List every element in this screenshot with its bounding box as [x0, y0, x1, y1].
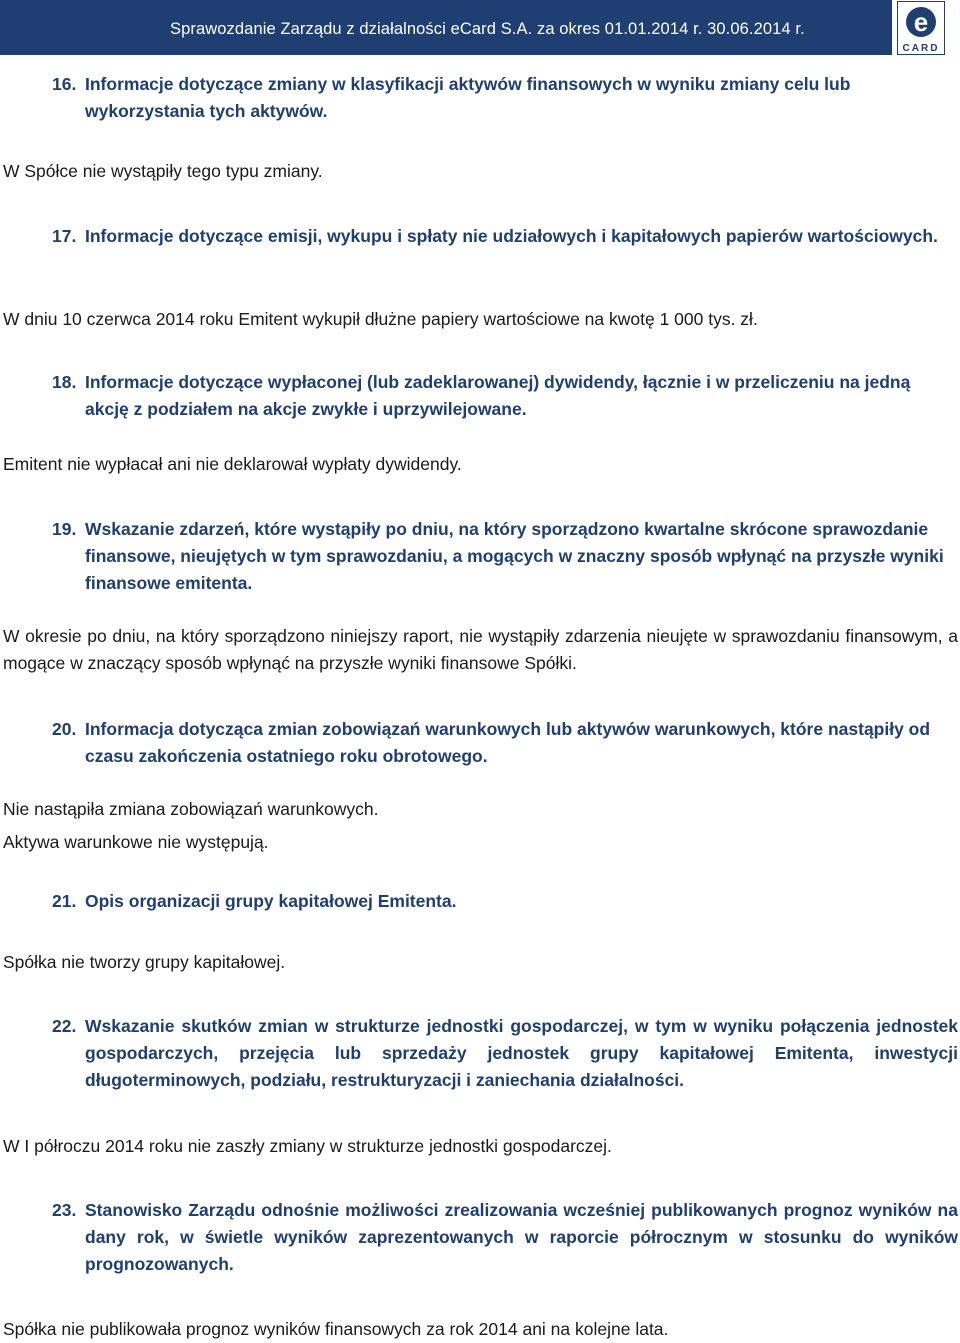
section-heading-21 — [52, 888, 958, 915]
section-heading-22 — [52, 1013, 958, 1094]
header-band — [0, 0, 892, 55]
paragraph: W okresie po dniu, na który sporządzono niniejszy raport, nie wystąpiły zdarzenia nieujęte w sprawozdaniu finansowym, a mogące w znaczący sposób wpłynąć na przyszłe wyniki finansowe Spółki. — [3, 626, 958, 673]
section-title: Opis organizacji grupy kapitałowej Emitenta. — [85, 891, 457, 911]
section-number: 22. — [52, 1016, 77, 1036]
paragraph: Spółka nie tworzy grupy kapitałowej. — [3, 952, 286, 972]
paragraph: Emitent nie wypłacał ani nie deklarował wypłaty dywidendy. — [3, 454, 462, 474]
section-number: 18. — [52, 372, 77, 392]
header-title: Sprawozdanie Zarządu z działalności eCard S.A. za okres 01.01.2014 r. 30.06.2014 r. — [170, 20, 805, 38]
paragraph: Spółka nie publikowała prognoz wyników finansowych za rok 2014 ani na kolejne lata. — [3, 1319, 669, 1339]
ecard-logo — [897, 1, 945, 55]
section-title: Stanowisko Zarządu odnośnie możliwości zrealizowania wcześniej publikowanych prognoz wyników na dany rok, w świetle wyników zaprezentowanych w raporcie półrocznym w stosunku do wyników prognozowanych. — [85, 1200, 958, 1274]
section-number: 16. — [52, 74, 77, 94]
section-title: Informacja dotycząca zmian zobowiązań warunkowych lub aktywów warunkowych, które nastąpiły od czasu zakończenia ostatniego roku obrotowego. — [85, 719, 931, 766]
section-number: 21. — [52, 891, 77, 911]
paragraph: W I półroczu 2014 roku nie zaszły zmiany w strukturze jednostki gospodarczej. — [3, 1136, 612, 1156]
section-number: 20. — [52, 719, 77, 739]
section-heading-19 — [52, 516, 958, 597]
section-number: 17. — [52, 226, 77, 246]
paragraph: Nie nastąpiła zmiana zobowiązań warunkowych. — [3, 799, 379, 819]
paragraph: Aktywa warunkowe nie występują. — [3, 832, 269, 852]
section-heading-20 — [52, 716, 958, 770]
section-title: Informacje dotyczące emisji, wykupu i spłaty nie udziałowych i kapitałowych papierów wartościowych. — [85, 226, 938, 246]
section-number: 23. — [52, 1200, 77, 1220]
section-heading-23 — [52, 1197, 958, 1278]
section-number: 19. — [52, 519, 77, 539]
logo-text: CARD — [902, 43, 940, 54]
section-heading-17 — [52, 223, 958, 250]
section-title: Informacje dotyczące zmiany w klasyfikacji aktywów finansowych w wyniku zmiany celu lub wykorzystania tych aktywów. — [85, 74, 851, 121]
section-title: Wskazanie skutków zmian w strukturze jednostki gospodarczej, w tym w wyniku połączenia jednostek gospodarczych, przejęcia lub sprzedaży jednostek grupy kapitałowej Emitenta, inwestycji długoterminowych, podziału, restrukturyzacji i zaniechania działalności. — [85, 1016, 958, 1090]
logo-letter: e — [913, 7, 929, 37]
section-heading-18 — [52, 369, 958, 423]
paragraph: W dniu 10 czerwca 2014 roku Emitent wykupił dłużne papiery wartościowe na kwotę 1 000 tys. zł. — [3, 309, 758, 329]
section-title: Informacje dotyczące wypłaconej (lub zadeklarowanej) dywidendy, łącznie i w przeliczeniu na jedną akcję z podziałem na akcje zwykłe i uprzywilejowane. — [85, 372, 911, 419]
paragraph: W Spółce nie wystąpiły tego typu zmiany. — [3, 161, 323, 181]
section-title: Wskazanie zdarzeń, które wystąpiły po dniu, na który sporządzono kwartalne skrócone sprawozdanie finansowe, nieujętych w tym sprawozdaniu, a mogących w znaczny sposób wpłynąć na przyszłe wyniki finansowe emitenta. — [85, 519, 944, 593]
section-heading-16 — [52, 71, 958, 125]
